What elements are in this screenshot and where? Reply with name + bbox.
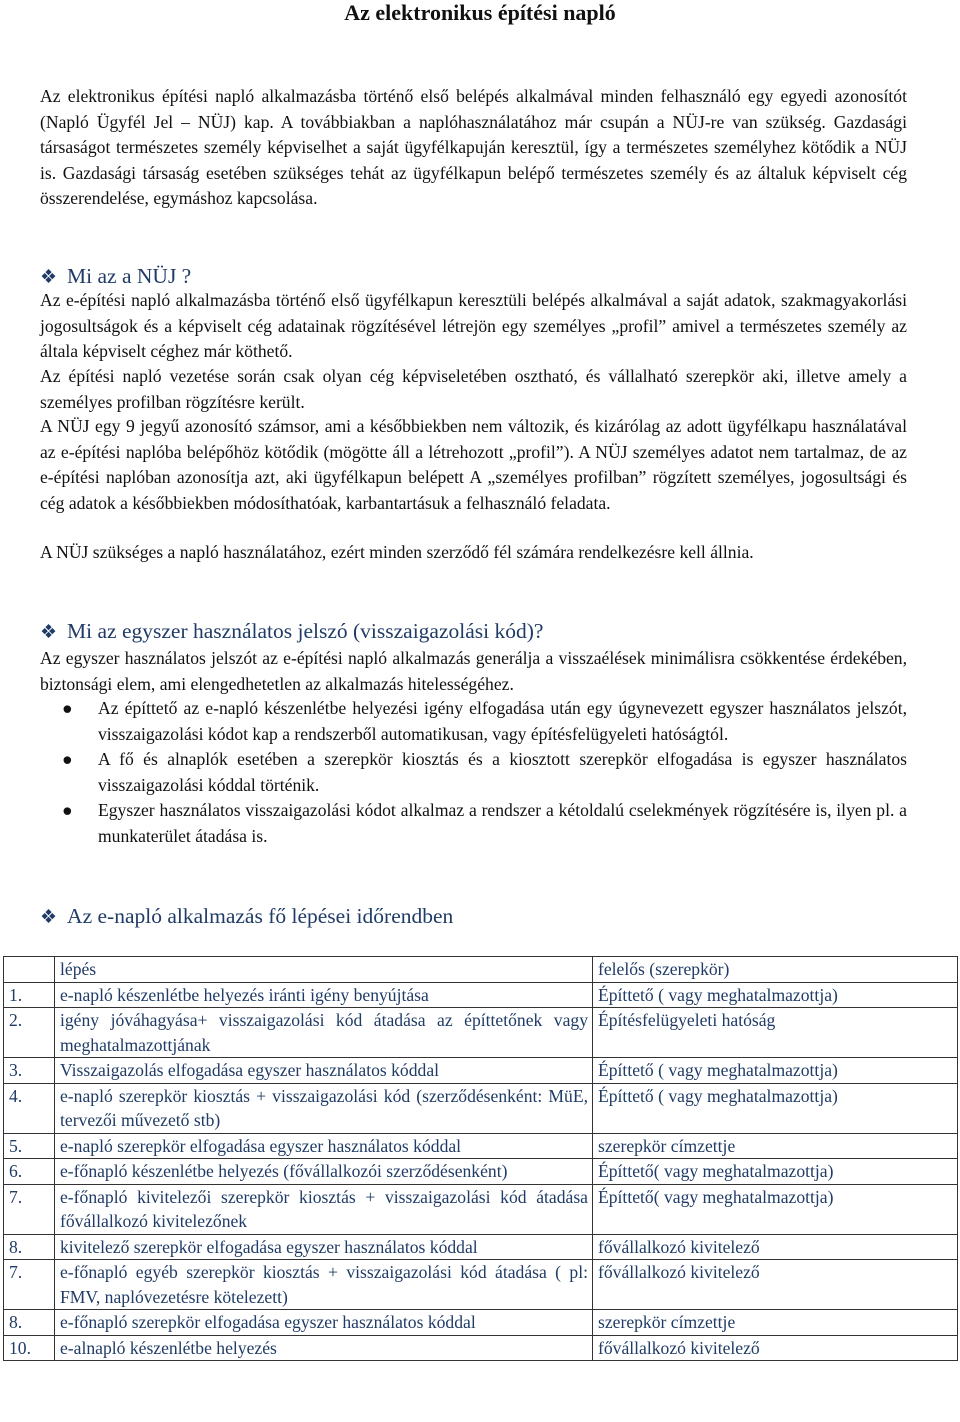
row-num: 1. — [4, 982, 55, 1008]
table-row — [4, 1083, 958, 1133]
row-step: e-napló készenlétbe helyezés iránti igény benyújtása — [55, 982, 593, 1008]
row-step: e-főnapló szerepkör elfogadása egyszer használatos kóddal — [55, 1310, 593, 1336]
page-title: Az elektronikus építési napló — [344, 0, 616, 25]
table-row — [4, 1008, 958, 1058]
row-num: 4. — [4, 1083, 55, 1133]
table-row — [4, 1310, 958, 1336]
row-resp: fővállalkozó kivitelező — [593, 1234, 958, 1260]
section-heading-steps — [40, 902, 453, 932]
otp-bullet-list — [62, 696, 907, 849]
list-item: ● A fő és alnaplók esetében a szerepkör kiosztás és a kiosztott szerepkör elfogadása is egyszer használatos visszaigazolási kóddal történik. — [62, 749, 907, 795]
intro-paragraph: Az elektronikus építési napló alkalmazásba történő első belépés alkalmával minden felhasználó egy egyedi azonosítót (Napló Ügyfél Jel – NÜJ) kap. A továbbiakban a naplóhasználatához már csupán a NÜJ-re van szükség. Gazdasági társaságot természetes személy képviselhet a saját ügyfélkapuján keresztül, így a természetes személyhez kötődik a NÜJ is. Gazdasági társaság esetében szükséges tehát az ügyfélkapun belépő természetes személy és az általuk képviselt cég összerendelése, egymáshoz kapcsolása. — [40, 86, 907, 208]
diamond-bullet-icon: ❖ — [40, 907, 58, 928]
nuj-paragraph-3: A NÜJ egy 9 jegyű azonosító számsor, ami a későbbiekben nem változik, és kizárólag az adott ügyfélkapu használatával az e-építési naplóba belépőhöz kötődik (mögötte áll a létrehozott „profil”). A NÜJ személyes adatot nem tartalmaz, de az e-építési naplóban azonosítja azt, aki ügyfélkapun belépett A „személyes profilban” rögzített személyes, jogosultsági és cég adatok a későbbiekben módosíthatóak, karbantartásuk a felhasználó feladata. — [40, 416, 907, 513]
row-resp: Építtető( vagy meghatalmazottja) — [593, 1184, 958, 1234]
row-resp: fővállalkozó kivitelező — [593, 1335, 958, 1361]
row-num: 5. — [4, 1133, 55, 1159]
nuj-paragraph-2: Az építési napló vezetése során csak olyan cég képviseletében osztható, és vállalható szerepkör aki, illetve amely a személyes profilban rögzítésre került. — [40, 366, 907, 412]
diamond-bullet-icon: ❖ — [40, 622, 58, 643]
section-heading-text: Mi az egyszer használatos jelszó (visszaigazolási kód)? — [67, 619, 544, 643]
section-heading-text: Az e-napló alkalmazás fő lépései időrendben — [67, 904, 454, 928]
diamond-bullet-icon: ❖ — [40, 267, 58, 288]
section-heading-text: Mi az a NÜJ ? — [67, 264, 192, 288]
table-row — [4, 1133, 958, 1159]
section-heading-otp — [40, 617, 543, 647]
row-step: kivitelező szerepkör elfogadása egyszer használatos kóddal — [55, 1234, 593, 1260]
row-num: 3. — [4, 1058, 55, 1084]
row-num: 8. — [4, 1234, 55, 1260]
row-resp: fővállalkozó kivitelező — [593, 1260, 958, 1310]
row-resp: szerepkör címzettje — [593, 1133, 958, 1159]
row-num: 2. — [4, 1008, 55, 1058]
list-item: ● Az építtető az e-napló készenlétbe helyezési igény elfogadása után egy úgynevezett egyszer használatos jelszót, visszaigazolási kódot kap a rendszerből automatikusan, vagy építésfelügyeleti hatóságtól. — [62, 698, 907, 744]
row-resp: szerepkör címzettje — [593, 1310, 958, 1336]
row-num: 7. — [4, 1184, 55, 1234]
row-num: 6. — [4, 1159, 55, 1185]
row-step: e-alnapló készenlétbe helyezés — [55, 1335, 593, 1361]
header-cell-resp: felelős (szerepkör) — [593, 957, 958, 983]
table-row — [4, 1058, 958, 1084]
row-step: e-napló szerepkör kiosztás + visszaigazolási kód (szerződésenként: MüE, tervezői művezető stb) — [55, 1083, 593, 1133]
row-resp: Építtető ( vagy meghatalmazottja) — [593, 1058, 958, 1084]
row-step: e-főnapló egyéb szerepkör kiosztás + visszaigazolási kód átadása ( pl: FMV, naplóvezetésre kötelezett) — [55, 1260, 593, 1310]
row-resp: Építtető( vagy meghatalmazottja) — [593, 1159, 958, 1185]
table-row — [4, 1159, 958, 1185]
table-row — [4, 1260, 958, 1310]
table-row — [4, 1335, 958, 1361]
row-step: e-főnapló kivitelezői szerepkör kiosztás + visszaigazolási kód átadása fővállalkozó kivitelezőnek — [55, 1184, 593, 1234]
table-row — [4, 982, 958, 1008]
header-cell-num — [4, 957, 55, 983]
row-num: 10. — [4, 1335, 55, 1361]
steps-table — [3, 956, 958, 1361]
nuj-paragraph-1: Az e-építési napló alkalmazásba történő első ügyfélkapun keresztüli belépés alkalmával a saját adatok, szakmagyakorlási jogosultságok és a képviselt cég adatainak rögzítésével létrejön egy személyes „profil” amivel a természetes személy az általa képviselt céghez már köthető. — [40, 290, 907, 361]
row-step: igény jóváhagyása+ visszaigazolási kód átadása az építtetőnek vagy meghatalmazottjának — [55, 1008, 593, 1058]
row-resp: Építtető ( vagy meghatalmazottja) — [593, 1083, 958, 1133]
table-row — [4, 1234, 958, 1260]
row-step: e-napló szerepkör elfogadása egyszer használatos kóddal — [55, 1133, 593, 1159]
row-resp: Építtető ( vagy meghatalmazottja) — [593, 982, 958, 1008]
table-header-row — [4, 957, 958, 983]
bullet-dot-icon: ● — [62, 749, 73, 769]
row-num: 8. — [4, 1310, 55, 1336]
row-num: 7. — [4, 1260, 55, 1310]
row-step: e-főnapló készenlétbe helyezés (fővállalkozói szerződésenként) — [55, 1159, 593, 1185]
nuj-paragraph-4: A NÜJ szükséges a napló használatához, ezért minden szerződő fél számára rendelkezésre kell állnia. — [40, 542, 754, 562]
bullet-dot-icon: ● — [62, 800, 73, 820]
row-resp: Építésfelügyeleti hatóság — [593, 1008, 958, 1058]
list-item: ● Egyszer használatos visszaigazolási kódot alkalmaz a rendszer a kétoldalú cselekmények rögzítésére is, ilyen pl. a munkaterület átadása is. — [62, 800, 907, 846]
bullet-dot-icon: ● — [62, 698, 73, 718]
row-step: Visszaigazolás elfogadása egyszer használatos kóddal — [55, 1058, 593, 1084]
table-row — [4, 1184, 958, 1234]
otp-intro-paragraph: Az egyszer használatos jelszót az e-építési napló alkalmazás generálja a visszaélések minimálisra csökkentése érdekében, biztonsági elem, ami elengedhetetlen az alkalmazás hitelességéhez. — [40, 648, 907, 694]
header-cell-step: lépés — [55, 957, 593, 983]
